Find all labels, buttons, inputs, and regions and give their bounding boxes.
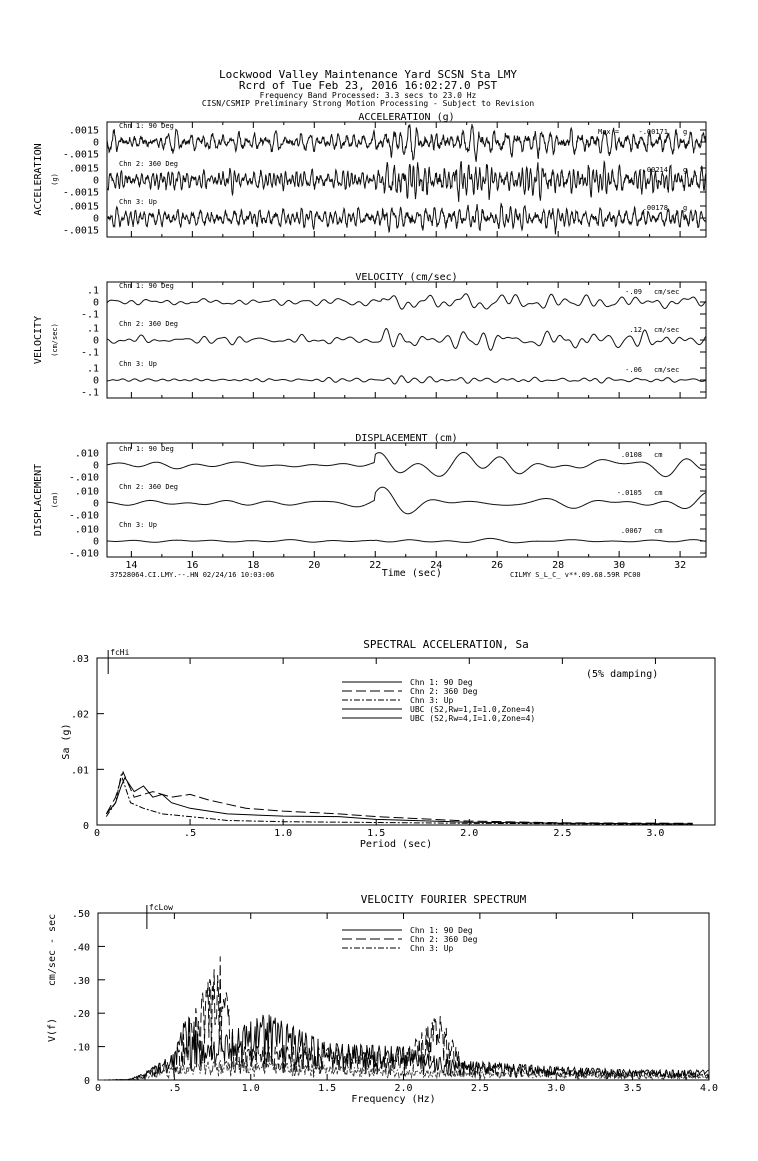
x-tick-label: 24 [430,560,443,571]
panel-title: DISPLACEMENT (cm) [355,433,458,444]
channel-label: Chn 2: 360 Deg [119,160,179,168]
x-tick-label: .5 [168,1083,181,1094]
peak-value: .12 [629,326,642,334]
y-tick-label: 0 [83,1076,90,1087]
y-tick-label: .010 [74,448,99,460]
legend-entry: Chn 3: Up [410,944,454,953]
unit-label: g [683,204,688,212]
x-tick-label: 4.0 [699,1083,719,1094]
x-tick-label: 0 [94,1083,102,1094]
y-tick-label: .0015 [68,163,99,175]
y-tick-label: 0 [92,498,99,510]
y-axis-unit: cm/sec - sec [47,913,58,987]
y-tick-label: .1 [86,285,99,297]
x-tick-label: 0 [93,828,101,839]
peak-value: .00178 [642,204,668,212]
peak-value: -.00214 [638,166,668,174]
footer-record-id: 37528064.CI.LMY.--.HN 02/24/16 10:03:06 [110,571,275,579]
x-tick-label: 22 [369,560,382,571]
y-tick-label: 0 [92,335,99,347]
charts-layer [33,112,718,1105]
x-axis-label: Period (sec) [359,839,433,850]
chart-title: VELOCITY FOURIER SPECTRUM [360,893,527,906]
channel-label: Chn 2: 360 Deg [119,483,179,491]
channel-label: Chn 2: 360 Deg [119,320,179,328]
y-axis-unit: (cm) [51,491,59,509]
x-tick-label: 30 [613,560,626,571]
y-tick-label: .30 [71,975,90,987]
legend-entry: Chn 2: 360 Deg [410,687,478,696]
x-tick-label: 2.0 [394,1083,413,1094]
damping-note: (5% damping) [586,669,659,680]
y-tick-label: .40 [71,942,90,954]
waveform-trace [107,204,706,235]
legend-entry: Chn 2: 360 Deg [410,935,478,944]
waveform-trace [107,161,706,202]
y-tick-label: .02 [70,709,89,721]
unit-label: cm/sec [654,326,680,334]
x-tick-label: 3.0 [547,1083,566,1094]
y-tick-label: .0015 [68,125,99,137]
x-tick-label: 18 [247,560,260,571]
panel-title: VELOCITY (cm/sec) [355,272,458,283]
unit-label: cm/sec [654,288,680,296]
y-tick-label: -.1 [80,347,99,359]
channel-label: Chn 3: Up [119,521,157,529]
y-tick-label: 0 [92,175,99,187]
unit-label: cm [654,527,663,535]
max-label: Max = [598,128,620,136]
y-tick-label: -.0015 [62,149,99,161]
unit-label: cm [654,489,663,497]
x-tick-label: 2.5 [470,1083,489,1094]
legend-entry: Chn 1: 90 Deg [410,678,473,687]
channel-label: Chn 1: 90 Deg [119,445,174,453]
peak-value: -.06 [625,366,642,374]
y-tick-label: -.1 [80,387,99,399]
processing-note: CISN/CSMIP Preliminary Strong Motion Processing - Subject to Revision [201,99,535,108]
channel-label: Chn 1: 90 Deg [119,122,174,130]
unit-label: cm/sec [654,366,680,374]
cutoff-label: fcLow [148,903,173,912]
x-tick-label: 1.0 [274,828,293,839]
spectrum-chart-sa [61,638,715,850]
x-tick-label: 2.5 [553,828,572,839]
spectrum-chart-fourier [47,893,718,1105]
y-tick-label: .010 [74,524,99,536]
y-tick-label: .01 [70,765,89,777]
x-tick-label: 26 [491,560,504,571]
report-header [202,68,535,108]
time-series-panel-0 [33,112,706,237]
sa-curve [106,772,692,823]
y-axis-label: VELOCITY [33,315,44,365]
time-series-panel-2 [33,433,706,579]
cutoff-label: fcHi [110,648,130,657]
x-tick-label: 16 [186,560,199,571]
peak-value: .0067 [620,527,642,535]
y-tick-label: 0 [92,460,99,472]
channel-label: Chn 1: 90 Deg [119,282,174,290]
channel-label: Chn 3: Up [119,198,157,206]
x-axis-label: Frequency (Hz) [351,1094,436,1105]
legend-entry: Chn 3: Up [410,696,454,705]
y-axis-unit: (g) [51,173,59,186]
peak-value: -.09 [625,288,642,296]
legend-entry: UBC (S2,Rw=4,I=1.0,Zone=4) [410,714,536,723]
legend-entry: Chn 1: 90 Deg [410,926,473,935]
y-tick-label: -.010 [68,548,99,560]
y-axis-unit: (cm/sec) [51,323,59,357]
x-tick-label: .5 [184,828,197,839]
waveform-trace [107,376,706,384]
channel-label: Chn 3: Up [119,360,157,368]
x-tick-label: 3.5 [623,1083,642,1094]
y-tick-label: .0015 [68,201,99,213]
y-tick-label: 0 [92,536,99,548]
chart-title: SPECTRAL ACCELERATION, Sa [363,638,529,651]
peak-value: -.00171 [638,128,668,136]
sa-curve [106,775,692,825]
y-tick-label: .1 [86,363,99,375]
waveform-trace [107,538,706,542]
y-tick-label: .03 [70,654,89,665]
x-tick-label: 1.0 [241,1083,260,1094]
y-tick-label: 0 [82,821,89,832]
y-tick-label: -.0015 [62,187,99,199]
waveform-trace [107,329,706,351]
x-tick-label: 1.5 [367,828,386,839]
y-tick-label: 0 [92,297,99,309]
y-tick-label: 0 [92,375,99,387]
y-tick-label: .10 [71,1042,90,1054]
y-axis-label: DISPLACEMENT [33,463,44,537]
x-axis-label: Time (sec) [381,568,442,579]
y-axis-label: V(f) [47,1017,58,1043]
x-tick-label: 14 [125,560,138,571]
record-time: Rcrd of Tue Feb 23, 2016 16:02:27.0 PST [238,79,498,92]
x-tick-label: 28 [552,560,565,571]
x-tick-label: 2.0 [460,828,479,839]
peak-value: .0108 [620,451,642,459]
frequency-band: Frequency Band Processed: 3.3 secs to 23.0 Hz [259,91,477,100]
y-tick-label: -.0015 [62,225,99,237]
y-tick-label: -.010 [68,510,99,522]
peak-value: -.0105 [616,489,642,497]
y-tick-label: .50 [71,909,90,920]
x-tick-label: 32 [674,560,687,571]
y-tick-label: -.1 [80,309,99,321]
y-tick-label: 0 [92,137,99,149]
x-tick-label: 20 [308,560,321,571]
unit-label: cm [654,451,663,459]
waveform-trace [107,452,706,476]
y-tick-label: .20 [71,1009,90,1021]
y-axis-label: ACCELERATION [33,143,44,216]
footer-processing-code: CILMY S_L_C_ v**.09.68.59R PC00 [510,571,641,579]
unit-label: g [683,166,688,174]
x-tick-label: 1.5 [318,1083,337,1094]
plot-frame [97,658,715,825]
y-tick-label: .1 [86,323,99,335]
waveform-trace [107,294,706,309]
time-series-panel-1 [33,272,706,399]
y-tick-label: -.010 [68,472,99,484]
y-axis-label: Sa (g) [61,723,72,760]
legend-entry: UBC (S2,Rw=1,I=1.0,Zone=4) [410,705,536,714]
x-tick-label: 3.0 [646,828,665,839]
station-title: Lockwood Valley Maintenance Yard SCSN Sta LMY [218,68,518,81]
y-tick-label: .010 [74,486,99,498]
panel-title: ACCELERATION (g) [358,112,455,123]
unit-label: g [683,128,688,136]
y-tick-label: 0 [92,213,99,225]
